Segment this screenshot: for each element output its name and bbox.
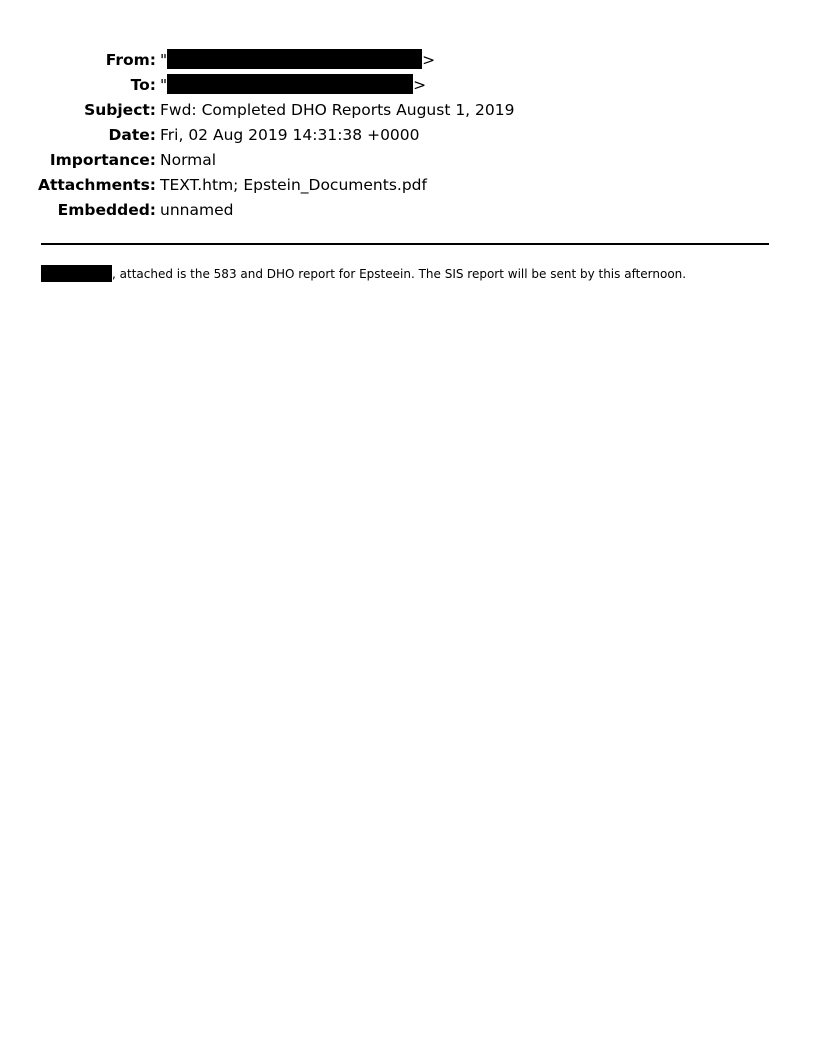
to-label: To: xyxy=(130,76,156,94)
importance-label: Importance: xyxy=(49,151,156,169)
attachments-row xyxy=(0,173,816,198)
embedded-label: Embedded: xyxy=(57,201,156,219)
header-divider xyxy=(41,243,769,245)
attachments-label: Attachments: xyxy=(37,176,156,194)
from-row xyxy=(0,48,816,73)
from-open-quote: " xyxy=(160,51,168,69)
importance-row xyxy=(0,148,816,173)
to-value xyxy=(160,73,426,98)
subject-label: Subject: xyxy=(84,101,156,119)
subject-value: Fwd: Completed DHO Reports August 1, 2019 xyxy=(160,101,515,119)
to-close-bracket: > xyxy=(413,76,427,94)
email-body xyxy=(41,265,686,283)
recipient-name-redaction xyxy=(41,265,112,282)
from-redaction xyxy=(167,49,422,69)
email-header xyxy=(0,48,816,223)
from-label: From: xyxy=(105,51,156,69)
email-body-text: , attached is the 583 and DHO report for Epsteein. The SIS report will be sent by this afternoon. xyxy=(112,267,687,281)
date-row xyxy=(0,123,816,148)
embedded-row xyxy=(0,198,816,223)
from-value xyxy=(160,48,435,73)
date-value: Fri, 02 Aug 2019 14:31:38 +0000 xyxy=(160,126,420,144)
to-open-quote: " xyxy=(160,76,168,94)
embedded-value: unnamed xyxy=(160,201,234,219)
to-row xyxy=(0,73,816,98)
from-close-bracket: > xyxy=(422,51,436,69)
date-label: Date: xyxy=(108,126,156,144)
to-redaction xyxy=(167,74,413,94)
subject-row xyxy=(0,98,816,123)
importance-value: Normal xyxy=(160,151,217,169)
attachments-value: TEXT.htm; Epstein_Documents.pdf xyxy=(160,176,427,194)
